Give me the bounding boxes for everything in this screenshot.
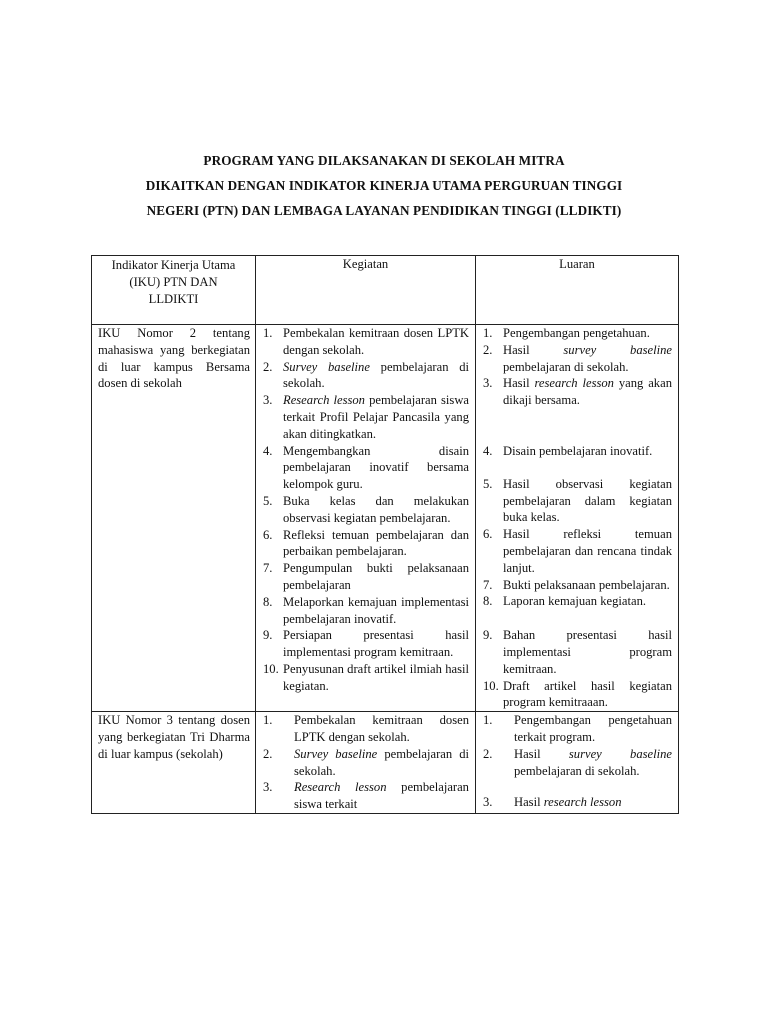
text-run: pembelajaran siswa terkait xyxy=(294,780,469,812)
list-item-text xyxy=(283,325,469,359)
list-item-number: 8. xyxy=(483,594,493,609)
list-item-number: 10. xyxy=(483,678,499,693)
text-run: Persiapan presentasi hasil implementasi program kemitraan. xyxy=(283,628,469,660)
text-run: Disain pembelajaran inovatif. xyxy=(503,443,653,458)
indicator-cell: IKU Nomor 2 tentang mahasiswa yang berkegiatan di luar kampus Bersama dosen di sekolah xyxy=(92,325,256,712)
list-item xyxy=(483,526,672,576)
document-title-line-1: PROGRAM YANG DILAKSANAKAN DI SEKOLAH MITRA xyxy=(203,153,565,168)
list-item xyxy=(263,493,469,527)
header-indikator: Indikator Kinerja Utama (IKU) PTN DAN LLDIKTI xyxy=(92,256,256,325)
list-item-text xyxy=(283,627,469,661)
list-item-text xyxy=(514,794,672,811)
header-kegiatan: Kegiatan xyxy=(256,256,476,325)
list-item-number: 7. xyxy=(263,561,273,576)
list-item-text xyxy=(503,375,672,409)
text-run: pembelajaran siswa terkait Profil Pelajar Pancasila yang akan ditingkatkan. xyxy=(283,393,469,441)
list-item-text xyxy=(283,661,469,695)
list-item-text xyxy=(283,392,469,442)
list-item-number: 2. xyxy=(483,342,493,357)
list-item-text xyxy=(503,342,672,376)
list-item-number: 8. xyxy=(263,594,273,609)
list-item-number: 2. xyxy=(263,746,273,761)
list-item xyxy=(263,779,469,813)
list-item-number: 4. xyxy=(483,443,493,458)
text-run: Hasil xyxy=(514,746,569,761)
table-row xyxy=(92,325,679,712)
text-run: Melaporkan kemajuan implementasi pembelajaran inovatif. xyxy=(283,594,469,626)
list-item xyxy=(483,342,672,376)
text-run: Penyusunan draft artikel ilmiah hasil kegiatan. xyxy=(283,661,469,693)
text-run: Hasil refleksi temuan pembelajaran dan rencana tindak lanjut. xyxy=(503,527,672,575)
list-item xyxy=(263,392,469,442)
list-item-number: 1. xyxy=(483,713,493,728)
list-item-text xyxy=(294,712,469,746)
text-run: yang akan dikaji bersama. xyxy=(503,376,672,408)
list-item xyxy=(263,661,469,695)
list-item xyxy=(483,678,672,712)
text-run: Refleksi temuan pembelajaran dan perbaikan pembelajaran. xyxy=(283,527,469,559)
text-run: Pengumpulan bukti pelaksanaan pembelajaran xyxy=(283,561,469,592)
list-item-text xyxy=(514,712,672,746)
list-item xyxy=(263,560,469,594)
list-item xyxy=(263,594,469,628)
indicator-cell: IKU Nomor 3 tentang dosen yang berkegiatan Tri Dharma di luar kampus (sekolah) xyxy=(92,712,256,814)
text-run: Hasil xyxy=(514,795,544,810)
italic-term: Survey baseline xyxy=(294,746,378,761)
italic-term: survey baseline xyxy=(563,342,672,357)
text-run: Bukti pelaksanaan pembelajaran. xyxy=(503,577,670,592)
kegiatan-cell xyxy=(256,712,476,814)
list-item-text xyxy=(283,493,469,527)
list-item xyxy=(263,325,469,359)
list-item-number: 9. xyxy=(263,628,273,643)
text-run: Pembekalan kemitraan dosen LPTK dengan sekolah. xyxy=(283,326,469,357)
list-item-text xyxy=(283,527,469,561)
list-item xyxy=(483,375,672,409)
list-item-number: 2. xyxy=(483,746,493,761)
text-run: Pengembangan pengetahuan. xyxy=(503,326,650,340)
list-item xyxy=(263,443,469,493)
text-run: Pembekalan kemitraan dosen LPTK dengan sekolah. xyxy=(294,713,469,744)
italic-term: Research lesson xyxy=(294,780,387,795)
list-item-number: 7. xyxy=(483,577,493,592)
text-run: Pengembangan pengetahuan terkait program. xyxy=(514,713,672,744)
list-item-text xyxy=(294,779,469,813)
list-item xyxy=(263,712,469,746)
list-item xyxy=(483,325,672,342)
list-item xyxy=(263,359,469,393)
text-run: Hasil xyxy=(503,376,535,391)
list-item xyxy=(483,627,672,677)
list-item-number: 3. xyxy=(263,780,273,795)
list-item-text xyxy=(283,560,469,594)
text-run: pembelajaran di sekolah. xyxy=(514,763,640,778)
list-item-text xyxy=(283,594,469,628)
kegiatan-cell xyxy=(256,325,476,712)
luaran-cell xyxy=(476,712,679,814)
table-row xyxy=(92,712,679,814)
luaran-cell xyxy=(476,325,679,712)
list-item xyxy=(483,794,672,811)
list-item xyxy=(483,443,672,460)
text-run: Bahan presentasi hasil implementasi program kemitraan. xyxy=(503,628,672,676)
text-run: Hasil observasi kegiatan pembelajaran dalam kegiatan buka kelas. xyxy=(503,476,672,525)
text-run: pembelajaran di sekolah. xyxy=(503,359,629,374)
italic-term: survey baseline xyxy=(568,746,672,761)
text-run: pembelajaran di sekolah. xyxy=(294,746,469,778)
list-item xyxy=(263,527,469,561)
list-item-number: 10. xyxy=(263,661,279,676)
list-item-number: 4. xyxy=(263,443,273,458)
list-item-number: 9. xyxy=(483,628,493,643)
list-item-number: 1. xyxy=(263,326,273,340)
list-item-number: 6. xyxy=(483,527,493,542)
list-item-text xyxy=(503,476,672,526)
table-header-row xyxy=(92,256,679,325)
list-item-number: 3. xyxy=(483,795,493,810)
italic-term: Survey baseline xyxy=(283,359,370,374)
list-item-number: 1. xyxy=(263,713,273,728)
list-item xyxy=(483,746,672,780)
list-item xyxy=(263,627,469,661)
list-item xyxy=(263,746,469,780)
list-item xyxy=(483,476,672,526)
list-item xyxy=(483,577,672,594)
list-item-text xyxy=(503,443,672,460)
list-item-number: 3. xyxy=(483,376,493,391)
list-item-number: 1. xyxy=(483,326,493,340)
list-item-text xyxy=(503,678,672,712)
list-item-text xyxy=(503,325,672,342)
text-run: Buka kelas dan melakukan observasi kegiatan pembelajaran. xyxy=(283,493,469,525)
list-item-number: 2. xyxy=(263,359,273,374)
italic-term: Research lesson xyxy=(283,393,365,408)
list-item-text xyxy=(503,577,672,594)
text-run: Laporan kemajuan kegiatan. xyxy=(503,594,647,609)
list-item-text xyxy=(503,627,672,677)
list-item xyxy=(483,593,672,610)
text-run: Draft artikel hasil kegiatan program kemitraaan. xyxy=(503,678,672,710)
document-title-line-3: NEGERI (PTN) DAN LEMBAGA LAYANAN PENDIDIKAN TINGGI (LLDIKTI) xyxy=(146,203,622,218)
list-item-text xyxy=(294,746,469,780)
document-title-line-2: DIKAITKAN DENGAN INDIKATOR KINERJA UTAMA PERGURUAN TINGGI xyxy=(145,178,623,193)
list-item-text xyxy=(283,443,469,493)
text-run: Hasil xyxy=(503,342,564,357)
text-run: Mengembangkan disain pembelajaran inovatif bersama kelompok guru. xyxy=(283,443,469,492)
list-item-text xyxy=(503,593,672,610)
italic-term: research lesson xyxy=(543,795,622,810)
iku-program-table xyxy=(91,255,679,814)
list-item-text xyxy=(514,746,672,780)
list-item-number: 5. xyxy=(483,476,493,491)
list-item-number: 3. xyxy=(263,393,273,408)
header-luaran: Luaran xyxy=(476,256,679,325)
list-item-number: 6. xyxy=(263,527,273,542)
list-item xyxy=(483,712,672,746)
list-item-text xyxy=(503,526,672,576)
list-item-text xyxy=(283,359,469,393)
text-run: pembelajaran di sekolah. xyxy=(283,359,469,391)
italic-term: research lesson xyxy=(534,376,614,391)
list-item-number: 5. xyxy=(263,493,273,508)
